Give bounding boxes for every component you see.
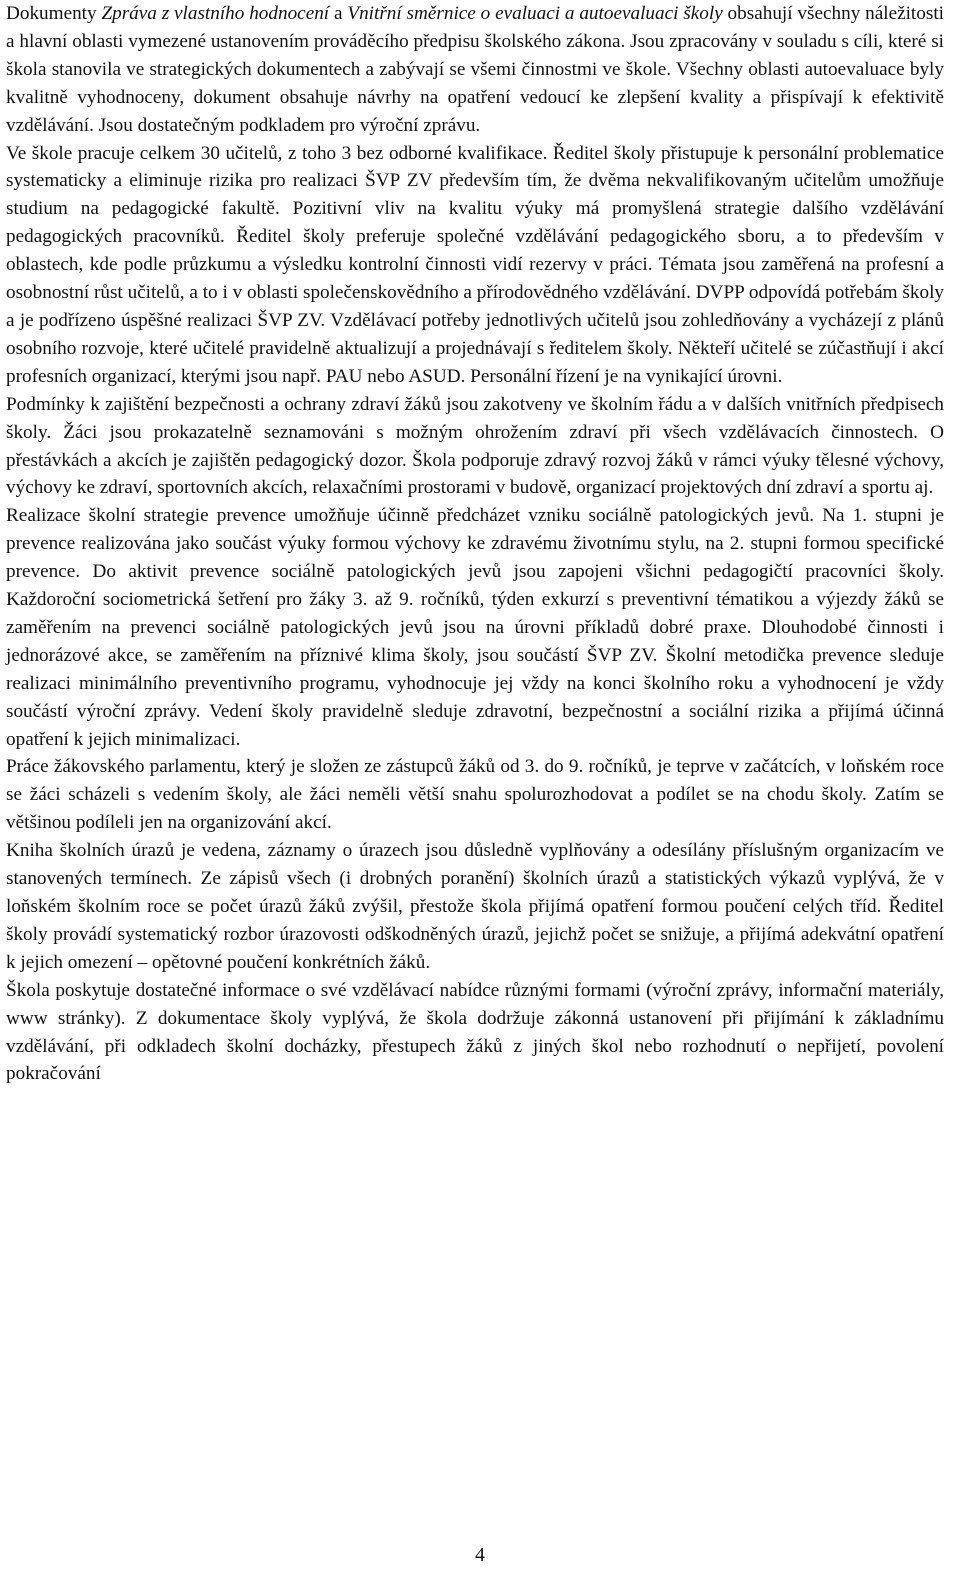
paragraph-text: Škola poskytuje dostatečné informace o své vzdělávací nabídce různými formami (výroční zprávy, informační materiály, www stránky). Z dokumentace školy vyplývá, že škola dodržuje zákonná ustanovení při přijímání k základnímu vzdělávání, při odkladech školní docházky, přestupech žáků z jiných škol nebo rozhodnutí o nepřijetí, povolení pokračování bbox=[6, 979, 944, 1085]
page-number: 4 bbox=[475, 1544, 485, 1566]
document-body bbox=[6, 0, 944, 1088]
paragraph bbox=[6, 502, 944, 753]
paragraph bbox=[6, 140, 944, 391]
paragraph-text: a bbox=[329, 3, 348, 24]
paragraph bbox=[6, 837, 944, 977]
paragraph-text: Ve škole pracuje celkem 30 učitelů, z toho 3 bez odborné kvalifikace. Ředitel školy přistupuje k personální problematice systematicky a eliminuje rizika pro realizaci ŠVP ZV především tím, že dvěma nekvalifikovaným učitelům umožňuje studium na pedagogické fakultě. Pozitivní vliv na kvalitu výuky má promyšlená strategie dalšího vzdělávání pedagogických pracovníků. Ředitel školy preferuje společné vzdělávání pedagogického sboru, a to především v oblastech, kde podle průzkumu a výsledku kontrolní činnosti vidí rezervy v práci. Témata jsou zaměřená na profesní a osobnostní růst učitelů, a to i v oblasti společenskovědního a přírodovědného vzdělávání. DVPP odpovídá potřebám školy a je podřízeno úspěšné realizaci ŠVP ZV. Vzdělávací potřeby jednotlivých učitelů jsou zohledňovány a vycházejí z plánů osobního rozvoje, které učitelé pravidelně aktualizují a projednávají s ředitelem školy. Někteří učitelé se zúčastňují i akcí profesních organizací, kterými jsou např. PAU nebo ASUD. Personální řízení je na vynikající úrovni. bbox=[6, 142, 944, 387]
paragraph-text: Realizace školní strategie prevence umožňuje účinně předcházet vzniku sociálně patologických jevů. Na 1. stupni je prevence realizována jako součást výuky formou výchovy ke zdravému životnímu stylu, na 2. stupni formou specifické prevence. Do aktivit prevence sociálně patologických jevů jsou zapojeni všichni pedagogičtí pracovníci školy. Každoroční sociometrická šetření pro žáky 3. až 9. ročníků, týden exkurzí s preventivní tématikou a výjezdy žáků se zaměřením na prevenci sociálně patologických jevů jsou na úrovni příkladů dobré praxe. Dlouhodobé činnosti i jednorázové akce, se zaměřením na příznivé klima školy, jsou součástí ŠVP ZV. Školní metodička prevence sleduje realizaci minimálního preventivního programu, vyhodnocuje jej vždy na konci školního roku a vyhodnocení je vždy součástí výroční zprávy. Vedení školy pravidelně sleduje zdravotní, bezpečnostní a sociální rizika a přijímá účinná opatření k jejich minimalizaci. bbox=[6, 505, 944, 750]
paragraph bbox=[6, 977, 944, 1089]
document-title-italic: Vnitřní směrnice o evaluaci a autoevaluaci školy bbox=[347, 3, 723, 24]
paragraph-text: Dokumenty bbox=[6, 3, 102, 24]
paragraph bbox=[6, 391, 944, 503]
paragraph-text: Kniha školních úrazů je vedena, záznamy o úrazech jsou důsledně vyplňovány a odesílány příslušným organizacím ve stanovených termínech. Ze zápisů všech (i drobných poranění) školních úrazů a statistických výkazů vyplývá, že v loňském školním roce se počet úrazů žáků zvýšil, přestože škola přijímá opatření formou poučení celých tříd. Ředitel školy provádí systematický rozbor úrazovosti odškodněných úrazů, jejichž počet se snižuje, a přijímá adekvátní opatření k jejich omezení – opětovné poučení konkrétních žáků. bbox=[6, 840, 944, 973]
paragraph bbox=[6, 753, 944, 837]
document-title-italic: Zpráva z vlastního hodnocení bbox=[101, 3, 330, 24]
paragraph-text: obsahují všechny náležitosti a hlavní oblasti vymezené ustanovením prováděcího předpisu školského zákona. Jsou zpracovány v souladu s cíli, které si škola stanovila ve strategických dokumentech a zabývají se všemi činnostmi ve škole. Všechny oblasti autoevaluace byly kvalitně vyhodnoceny, dokument obsahuje návrhy na opatření vedoucí ke zlepšení kvality a přispívají k efektivitě vzdělávání. Jsou dostatečným podkladem pro výroční zprávu. bbox=[6, 3, 944, 136]
paragraph bbox=[6, 0, 944, 140]
paragraph-text: Práce žákovského parlamentu, který je složen ze zástupců žáků od 3. do 9. ročníků, je teprve v začátcích, v loňském roce se žáci scházeli s vedením školy, ale žáci neměli větší snahu spolurozhodovat a podílet se na chodu školy. Zatím se většinou podíleli jen na organizování akcí. bbox=[6, 756, 944, 834]
paragraph-text: Podmínky k zajištění bezpečnosti a ochrany zdraví žáků jsou zakotveny ve školním řádu a v dalších vnitřních předpisech školy. Žáci jsou prokazatelně seznamováni s možným ohrožením zdraví při všech vzdělávacích činnostech. O přestávkách a akcích je zajištěn pedagogický dozor. Škola podporuje zdravý rozvoj žáků v rámci výuky tělesné výchovy, výchovy ke zdraví, sportovních akcích, relaxačními prostorami v budově, organizací projektových dní zdraví a sportu aj. bbox=[6, 393, 944, 499]
